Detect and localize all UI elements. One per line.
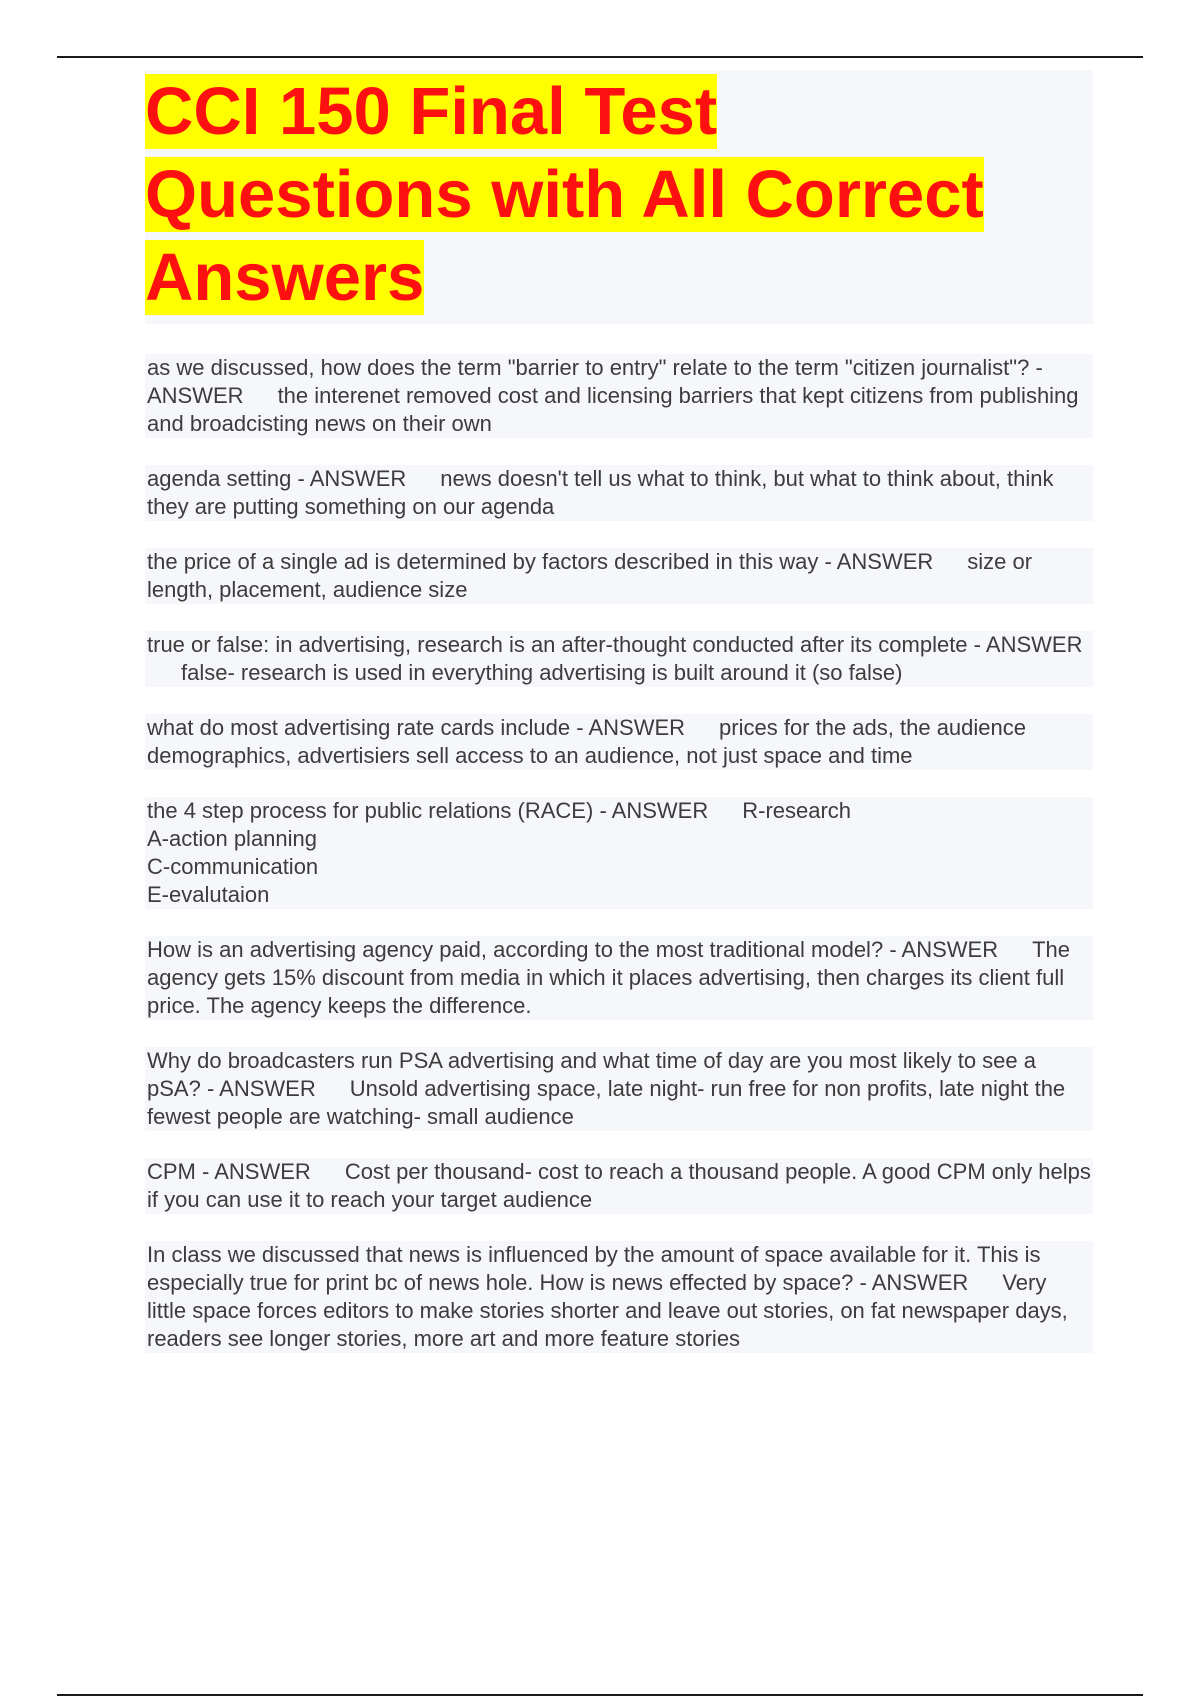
answer-text: size or length, placement, audience size: [147, 549, 1039, 602]
answer-marker: - ANSWER: [599, 798, 709, 823]
question-text: what do most advertising rate cards include: [147, 715, 571, 740]
qa-list: [145, 354, 1097, 1353]
answer-marker: - ANSWER: [297, 466, 407, 491]
title-line-3: Answers: [145, 240, 425, 315]
question-text: true or false: in advertising, research is an after-thought conducted after its complete: [147, 632, 968, 657]
question-text: as we discussed, how does the term "barrier to entry" relate to the term "citizen journalist"?: [147, 355, 1030, 380]
answer-marker: - ANSWER: [824, 549, 934, 574]
bottom-rule: [57, 1694, 1143, 1696]
question-text: the price of a single ad is determined by factors described in this way: [147, 549, 819, 574]
qa-item: [145, 465, 1093, 521]
answer-text: false- research is used in everything advertising is built around it (so false): [181, 660, 903, 685]
question-text: How is an advertising agency paid, according to the most traditional model?: [147, 937, 884, 962]
answer-text: prices for the ads, the audience demographics, advertisiers sell access to an audience, not just space and time: [147, 715, 1033, 768]
qa-item: [145, 548, 1093, 604]
answer-text: Very little space forces editors to make stories shorter and leave out stories, on fat newspaper days, readers see longer stories, more art and more feature stories: [147, 1270, 1074, 1351]
answer-marker: - ANSWER: [202, 1159, 311, 1184]
answer-text: Cost per thousand- cost to reach a thousand people. A good CPM only helps if you can use it to reach your target audience: [147, 1159, 1097, 1212]
title-line-1: CCI 150 Final Test: [145, 74, 718, 149]
answer-marker: - ANSWER: [147, 355, 1048, 408]
question-text: agenda setting: [147, 466, 292, 491]
document-body: [145, 70, 1097, 1380]
answer-marker: - ANSWER: [859, 1270, 969, 1295]
answer-text: Unsold advertising space, late night- run free for non profits, late night the fewest people are watching- small audience: [147, 1076, 1072, 1129]
title-line-2: Questions with All Correct: [145, 157, 984, 232]
qa-item: [145, 714, 1093, 770]
question-text: In class we discussed that news is influenced by the amount of space available for it. This is especially true for print bc of news hole. How is news effected by space?: [147, 1242, 1047, 1295]
answer-marker: - ANSWER: [889, 937, 999, 962]
title-block: [145, 70, 1093, 324]
question-text: Why do broadcasters run PSA advertising and what time of day are you most likely to see a pSA?: [147, 1048, 1043, 1101]
answer-marker: - ANSWER: [576, 715, 686, 740]
answer-marker: - ANSWER: [206, 1076, 316, 1101]
qa-item: [145, 631, 1093, 687]
answer-text: the interenet removed cost and licensing barriers that kept citizens from publishing and broadcisting news on their own: [147, 383, 1085, 436]
answer-marker: - ANSWER: [973, 632, 1083, 657]
question-text: the 4 step process for public relations (RACE): [147, 798, 594, 823]
qa-item: [145, 936, 1093, 1020]
document-title: [145, 70, 1093, 319]
qa-item: [145, 1241, 1093, 1353]
answer-text: The agency gets 15% discount from media in which it places advertising, then charges its client full price. The agency keeps the difference.: [147, 937, 1077, 1018]
answer-text: R-research A-action planning C-communication E-evalutaion: [147, 798, 852, 907]
qa-item: [145, 1047, 1093, 1131]
question-text: CPM: [147, 1159, 196, 1184]
qa-item: [145, 354, 1093, 438]
qa-item: [145, 1158, 1097, 1214]
top-rule: [57, 56, 1143, 58]
qa-item: [145, 797, 1093, 909]
answer-text: news doesn't tell us what to think, but what to think about, think they are putting something on our agenda: [147, 466, 1060, 519]
